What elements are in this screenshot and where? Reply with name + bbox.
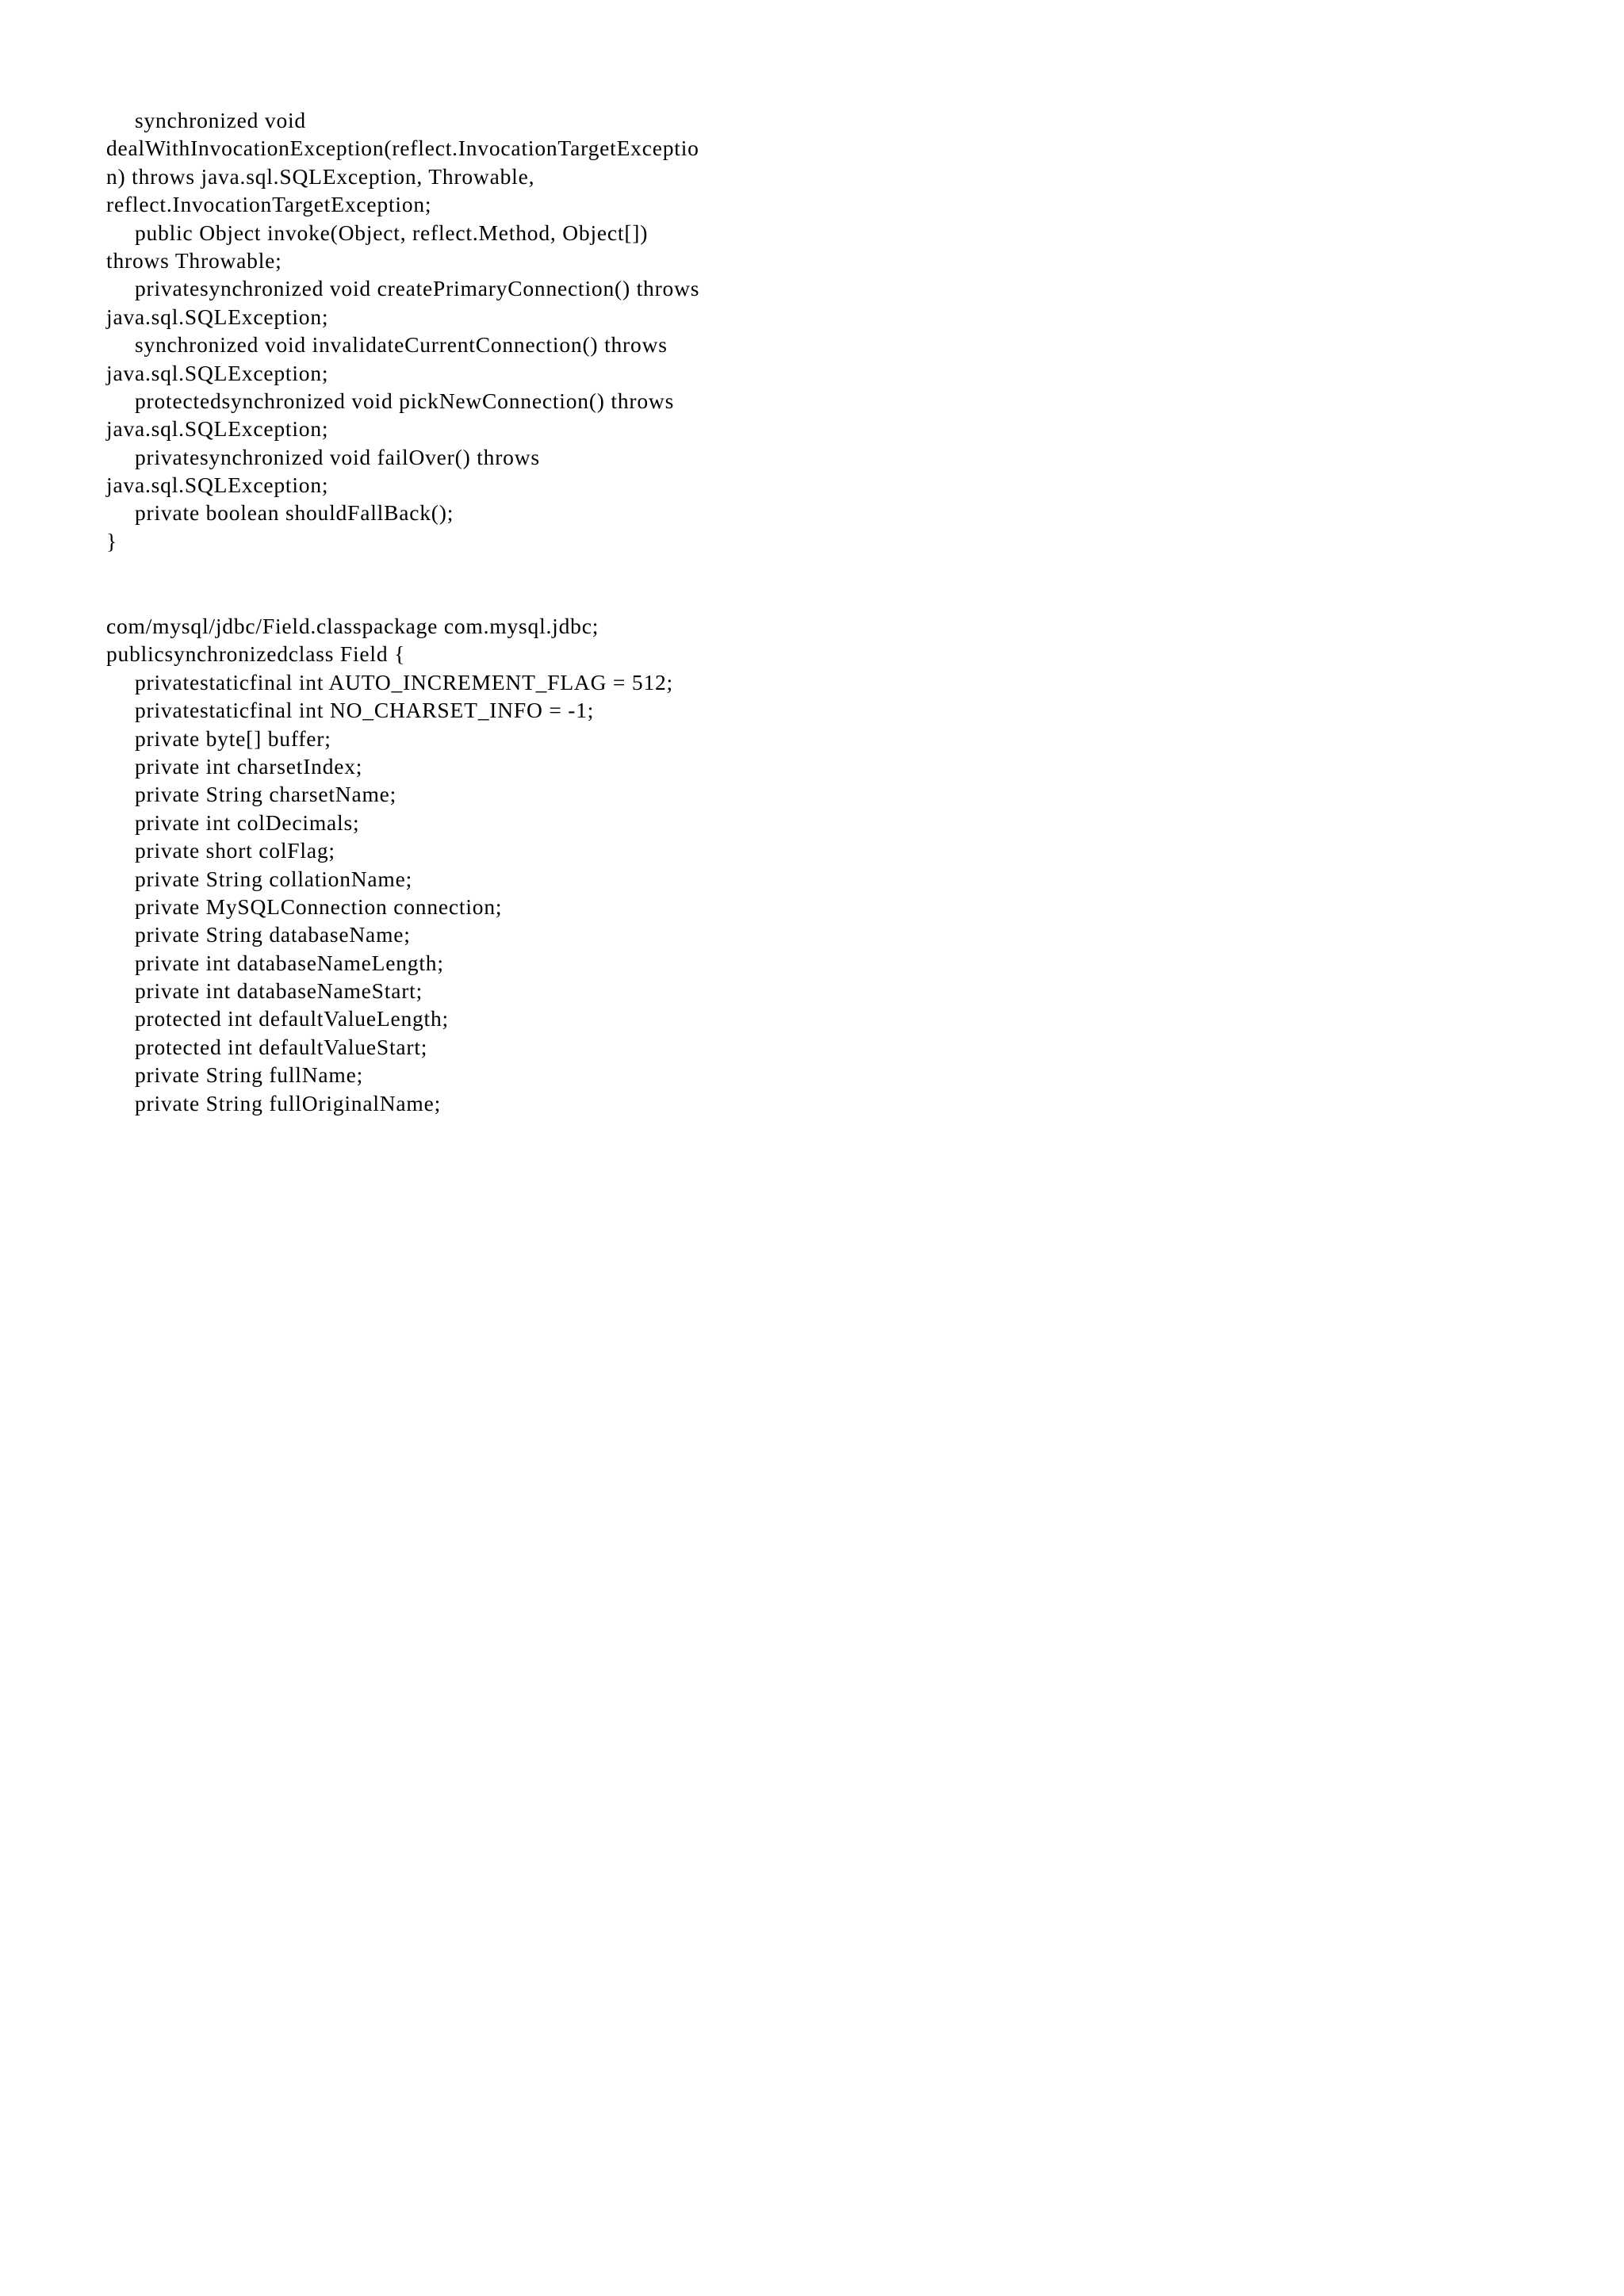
code-line: throws Throwable; xyxy=(106,247,282,273)
code-line: private String fullOriginalName; xyxy=(135,1090,442,1115)
code-line: private int databaseNameStart; xyxy=(135,978,423,1004)
code-line: private short colFlag; xyxy=(135,838,335,863)
code-line: java.sql.SQLException; xyxy=(106,416,329,442)
code-line: private boolean shouldFallBack(); xyxy=(135,500,454,526)
code-line: private String collationName; xyxy=(135,866,413,891)
code-line: reflect.InvocationTargetException; xyxy=(106,192,432,217)
code-line: java.sql.SQLException; xyxy=(106,360,329,385)
code-line: n) throws java.sql.SQLException, Throwable, xyxy=(106,163,535,189)
code-line: java.sql.SQLException; xyxy=(106,304,329,329)
code-block-field-class xyxy=(106,612,772,1117)
code-line: protected int defaultValueLength; xyxy=(135,1006,449,1031)
code-line: protectedsynchronized void pickNewConnection() throws xyxy=(135,388,675,413)
code-line: public Object invoke(Object, reflect.Method, Object[]) xyxy=(135,220,649,245)
code-line: privatestaticfinal int AUTO_INCREMENT_FLAG = 512; xyxy=(135,669,673,695)
code-line: private MySQLConnection connection; xyxy=(135,894,503,919)
code-line: synchronized void invalidateCurrentConnection() throws xyxy=(135,332,668,358)
code-line: privatesynchronized void createPrimaryConnection() throws xyxy=(135,276,700,301)
code-line: private byte[] buffer; xyxy=(135,725,331,751)
code-line: private int charsetIndex; xyxy=(135,753,363,779)
class-declaration: publicsynchronizedclass Field { xyxy=(106,641,406,667)
code-line: java.sql.SQLException; xyxy=(106,473,329,498)
closing-brace: } xyxy=(106,528,117,553)
code-line: privatestaticfinal int NO_CHARSET_INFO = -1; xyxy=(135,698,595,723)
code-line: private String fullName; xyxy=(135,1062,364,1088)
code-block-proxy-methods xyxy=(106,106,772,555)
code-line: protected int defaultValueStart; xyxy=(135,1034,428,1059)
code-line: private String databaseName; xyxy=(135,922,411,947)
code-line: private int colDecimals; xyxy=(135,809,360,835)
code-line: privatesynchronized void failOver() throws xyxy=(135,444,540,469)
class-file-header: com/mysql/jdbc/Field.classpackage com.mysql.jdbc; xyxy=(106,614,599,638)
code-line: private String charsetName; xyxy=(135,782,397,807)
document-page xyxy=(0,0,874,1235)
code-line: synchronized void xyxy=(135,108,306,132)
code-line: dealWithInvocationException(reflect.InvocationTargetExceptio xyxy=(106,136,699,161)
code-line: private int databaseNameLength; xyxy=(135,950,444,975)
